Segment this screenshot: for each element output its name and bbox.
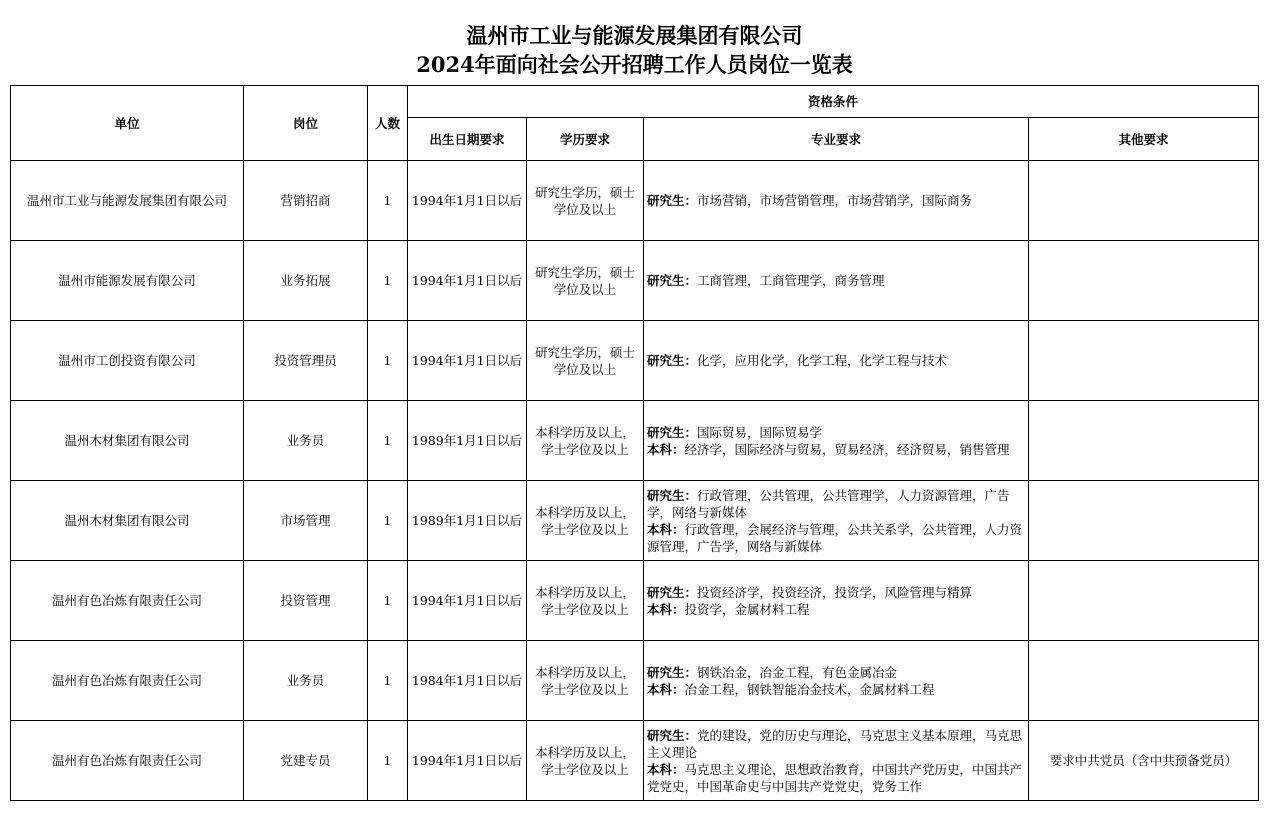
cell-position: 市场管理: [244, 481, 368, 561]
cell-other: [1029, 321, 1259, 401]
cell-count: 1: [368, 161, 408, 241]
table-row: [11, 321, 1259, 401]
cell-birth: 1989年1月1日以后: [408, 481, 527, 561]
undergrad-label: 本科：: [647, 761, 685, 777]
table-row: [11, 241, 1259, 321]
grad-label: 研究生：: [647, 727, 698, 743]
cell-birth: 1994年1月1日以后: [408, 161, 527, 241]
cell-count: 1: [368, 401, 408, 481]
cell-count: 1: [368, 561, 408, 641]
grad-label: 研究生：: [647, 664, 698, 680]
grad-majors: 党的建设，党的历史与理论，马克思主义基本原理，马克思主义理论: [647, 727, 1023, 760]
cell-education: 本科学历及以上，学士学位及以上: [527, 721, 644, 801]
header-position: 岗位: [244, 86, 368, 161]
undergrad-majors: 投资学，金属材料工程: [684, 601, 810, 617]
cell-position: 业务员: [244, 401, 368, 481]
cell-other: 要求中共党员（含中共预备党员）: [1029, 721, 1259, 801]
cell-position: 投资管理: [244, 561, 368, 641]
cell-unit: 温州木材集团有限公司: [11, 481, 244, 561]
header-qualifications: 资格条件: [408, 86, 1259, 118]
grad-label: 研究生：: [647, 193, 698, 208]
cell-education: 本科学历及以上，学士学位及以上: [527, 561, 644, 641]
cell-position: 营销招商: [244, 161, 368, 241]
cell-education: 研究生学历，硕士学位及以上: [527, 241, 644, 321]
table-row: [11, 561, 1259, 641]
header-count: 人数: [368, 86, 408, 161]
cell-count: 1: [368, 721, 408, 801]
grad-majors: 投资经济学，投资经济，投资学，风险管理与精算: [697, 584, 973, 600]
grad-label: 研究生：: [647, 424, 698, 440]
cell-unit: 温州有色冶炼有限责任公司: [11, 721, 244, 801]
grad-label: 研究生：: [647, 353, 698, 368]
cell-unit: 温州市工创投资有限公司: [11, 321, 244, 401]
cell-major: [644, 321, 1029, 401]
cell-unit: 温州木材集团有限公司: [11, 401, 244, 481]
table-row: [11, 401, 1259, 481]
grad-label: 研究生：: [647, 273, 698, 288]
undergrad-label: 本科：: [647, 601, 685, 617]
cell-unit: 温州有色冶炼有限责任公司: [11, 561, 244, 641]
cell-major: [644, 161, 1029, 241]
cell-education: 本科学历及以上，学士学位及以上: [527, 401, 644, 481]
grad-majors: 行政管理，公共管理，公共管理学，人力资源管理，广告学，网络与新媒体: [647, 487, 1010, 520]
table-row: [11, 641, 1259, 721]
undergrad-majors: 经济学，国际经济与贸易，贸易经济，经济贸易，销售管理: [684, 441, 1010, 457]
table-row: [11, 721, 1259, 801]
table-row: [11, 481, 1259, 561]
cell-position: 业务拓展: [244, 241, 368, 321]
cell-other: [1029, 401, 1259, 481]
grad-majors: 市场营销，市场营销管理，市场营销学，国际商务: [697, 193, 973, 208]
cell-other: [1029, 561, 1259, 641]
cell-birth: 1994年1月1日以后: [408, 721, 527, 801]
recruitment-table: [10, 85, 1259, 801]
cell-major: [644, 721, 1029, 801]
grad-label: 研究生：: [647, 584, 698, 600]
header-major: 专业要求: [644, 118, 1029, 161]
cell-other: [1029, 161, 1259, 241]
cell-education: 研究生学历，硕士学位及以上: [527, 321, 644, 401]
cell-other: [1029, 481, 1259, 561]
cell-count: 1: [368, 641, 408, 721]
undergrad-label: 本科：: [647, 521, 685, 537]
cell-major: [644, 561, 1029, 641]
cell-unit: 温州有色冶炼有限责任公司: [11, 641, 244, 721]
cell-major: [644, 401, 1029, 481]
cell-major: [644, 241, 1029, 321]
grad-majors: 化学，应用化学，化学工程，化学工程与技术: [697, 353, 948, 368]
cell-birth: 1989年1月1日以后: [408, 401, 527, 481]
cell-major: [644, 481, 1029, 561]
header-education: 学历要求: [527, 118, 644, 161]
cell-education: 本科学历及以上，学士学位及以上: [527, 641, 644, 721]
cell-other: [1029, 641, 1259, 721]
cell-education: 研究生学历，硕士学位及以上: [527, 161, 644, 241]
grad-label: 研究生：: [647, 487, 698, 503]
cell-count: 1: [368, 481, 408, 561]
undergrad-label: 本科：: [647, 681, 685, 697]
undergrad-majors: 马克思主义理论，思想政治教育，中国共产党历史，中国共产党党史，中国革命史与中国共产党党史，党务工作: [647, 761, 1023, 794]
cell-birth: 1994年1月1日以后: [408, 321, 527, 401]
header-unit: 单位: [11, 86, 244, 161]
cell-birth: 1984年1月1日以后: [408, 641, 527, 721]
cell-birth: 1994年1月1日以后: [408, 241, 527, 321]
table-row: [11, 161, 1259, 241]
cell-other: [1029, 241, 1259, 321]
cell-major: [644, 641, 1029, 721]
grad-majors: 国际贸易，国际贸易学: [697, 424, 823, 440]
cell-unit: 温州市工业与能源发展集团有限公司: [11, 161, 244, 241]
grad-majors: 工商管理，工商管理学，商务管理: [697, 273, 885, 288]
document-title: 温州市工业与能源发展集团有限公司: [466, 23, 803, 48]
undergrad-label: 本科：: [647, 441, 685, 457]
cell-education: 本科学历及以上，学士学位及以上: [527, 481, 644, 561]
cell-position: 党建专员: [244, 721, 368, 801]
grad-majors: 钢铁冶金，冶金工程，有色金属冶金: [697, 664, 898, 680]
header-birth: 出生日期要求: [408, 118, 527, 161]
undergrad-majors: 冶金工程，钢铁智能冶金技术，金属材料工程: [684, 681, 935, 697]
undergrad-majors: 行政管理，会展经济与管理，公共关系学，公共管理，人力资源管理，广告学，网络与新媒体: [647, 521, 1023, 554]
cell-count: 1: [368, 321, 408, 401]
cell-position: 业务员: [244, 641, 368, 721]
cell-unit: 温州市能源发展有限公司: [11, 241, 244, 321]
cell-count: 1: [368, 241, 408, 321]
cell-position: 投资管理员: [244, 321, 368, 401]
cell-birth: 1994年1月1日以后: [408, 561, 527, 641]
header-other: 其他要求: [1029, 118, 1259, 161]
document-subtitle: 2024年面向社会公开招聘工作人员岗位一览表: [416, 52, 853, 77]
